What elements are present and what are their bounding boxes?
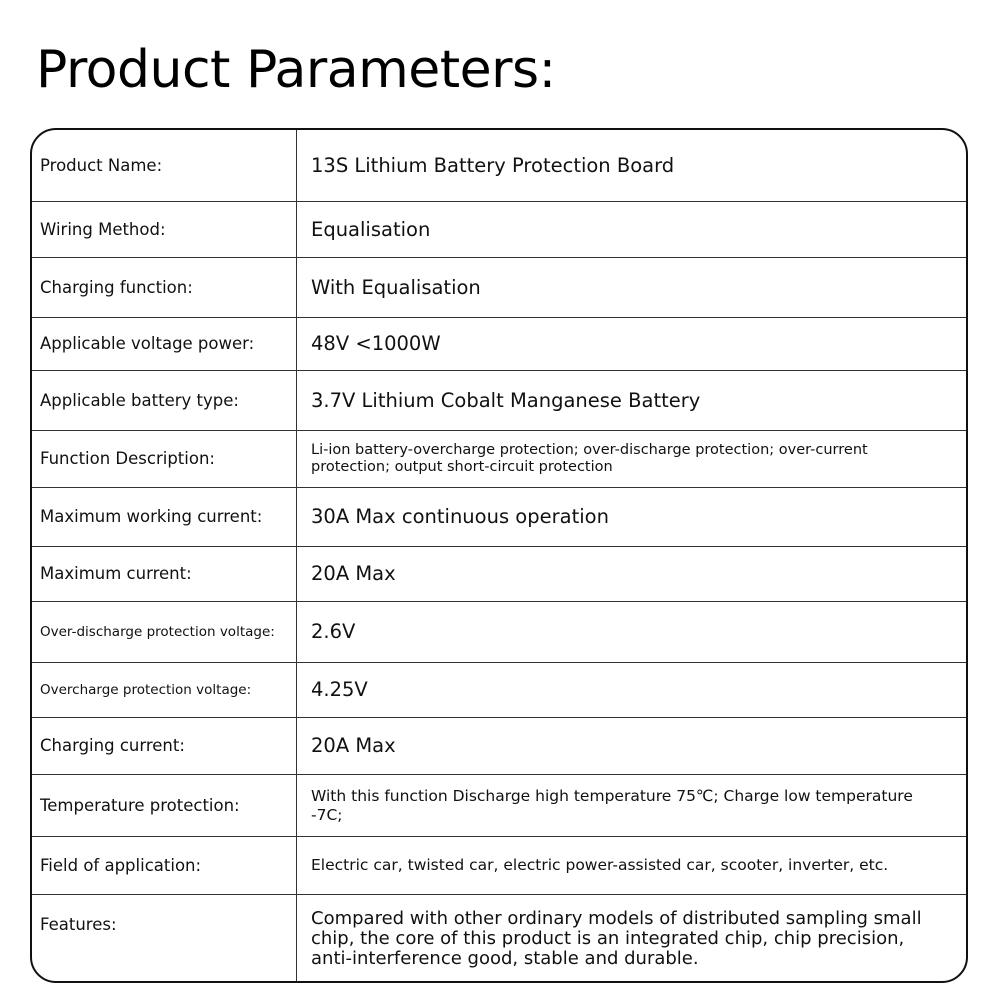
row-value: 3.7V Lithium Cobalt Manganese Battery: [311, 388, 701, 412]
row-value: Electric car, twisted car, electric power-assisted car, scooter, inverter, etc.: [311, 856, 889, 875]
row-label: Temperature protection:: [32, 775, 297, 836]
table-row: [32, 431, 966, 488]
table-row: [32, 895, 966, 983]
table-row: [32, 202, 966, 258]
parameters-table: [30, 128, 968, 983]
table-row: [32, 602, 966, 663]
row-value: 48V <1000W: [311, 332, 441, 356]
row-value: 13S Lithium Battery Protection Board: [311, 153, 675, 177]
table-row: [32, 488, 966, 547]
row-label: Features:: [32, 895, 297, 983]
row-label: Wiring Method:: [32, 202, 297, 257]
row-value: With this function Discharge high temperature 75℃; Charge low temperature -7C;: [311, 786, 913, 824]
row-value: 30A Max continuous operation: [311, 505, 609, 529]
row-label: Over-discharge protection voltage:: [32, 602, 297, 662]
table-row: [32, 547, 966, 602]
table-row: [32, 371, 966, 431]
table-row: [32, 258, 966, 318]
row-label: Product Name:: [32, 130, 297, 201]
row-value: 20A Max: [311, 734, 396, 758]
table-row: [32, 663, 966, 718]
row-label: Charging function:: [32, 258, 297, 317]
row-label: Applicable battery type:: [32, 371, 297, 430]
table-row: [32, 718, 966, 775]
table-row: [32, 837, 966, 895]
row-label: Charging current:: [32, 718, 297, 774]
page-title: Product Parameters:: [36, 40, 556, 100]
row-value: 20A Max: [311, 562, 396, 586]
table-row: [32, 775, 966, 837]
row-value: 2.6V: [311, 620, 356, 644]
row-label: Field of application:: [32, 837, 297, 894]
row-value: Equalisation: [311, 217, 431, 241]
row-label: Function Description:: [32, 431, 297, 487]
table-row: [32, 130, 966, 202]
row-value: 4.25V: [311, 678, 368, 702]
row-label: Maximum current:: [32, 547, 297, 601]
row-label: Overcharge protection voltage:: [32, 663, 297, 717]
table-row: [32, 318, 966, 371]
row-label: Maximum working current:: [32, 488, 297, 546]
row-value: Compared with other ordinary models of distributed sampling small chip, the core of this product is an integrated chip, chip precision, anti-interference good, stable and durable.: [311, 908, 922, 969]
row-value: Li-ion battery-overcharge protection; over-discharge protection; over-current protection; output short-circuit protection: [311, 441, 868, 475]
row-value: With Equalisation: [311, 275, 481, 299]
row-label: Applicable voltage power:: [32, 318, 297, 370]
